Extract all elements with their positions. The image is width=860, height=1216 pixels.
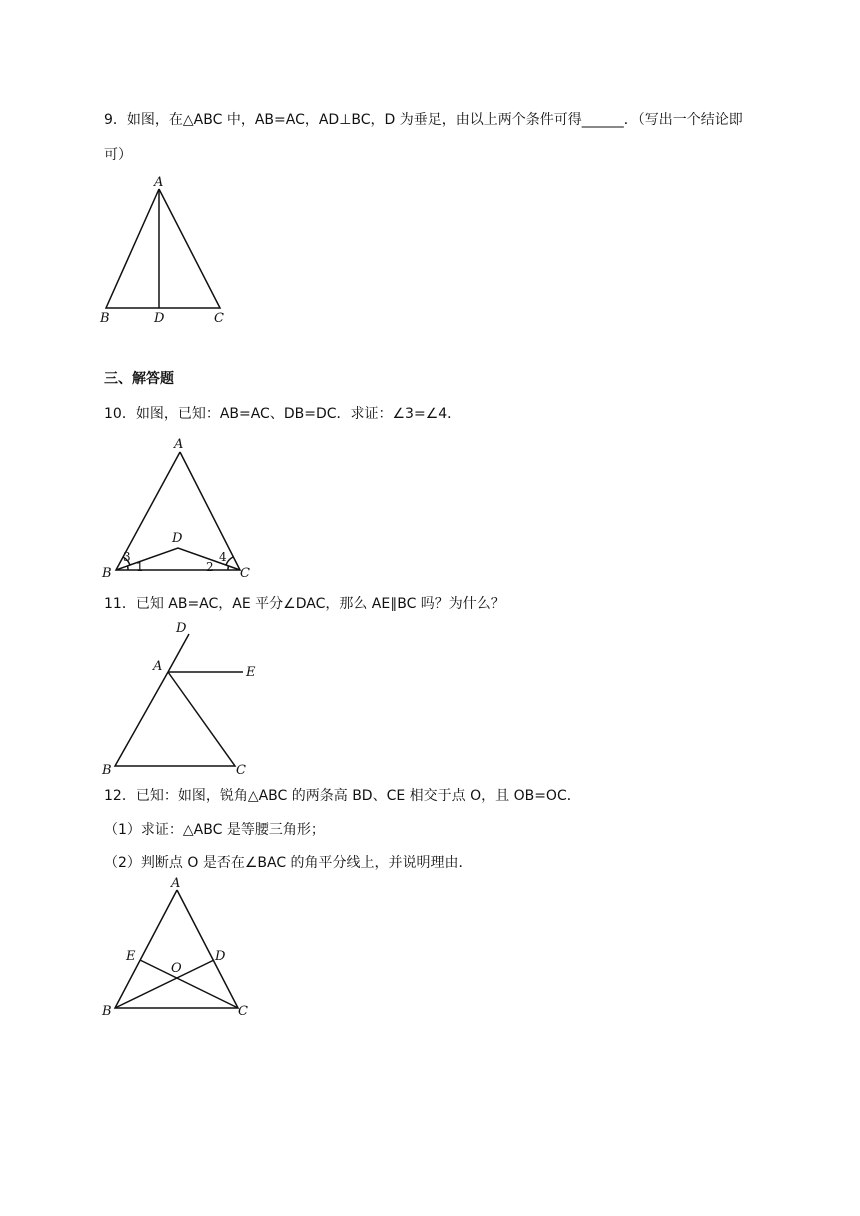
- q10-label-c: C: [240, 566, 250, 580]
- q9-text-line1: 9．如图，在△ABC 中，AB=AC，AD⊥BC，D 为垂足，由以上两个条件可得______．（写出一个结论即: [104, 112, 743, 128]
- q12-figure: [98, 874, 258, 1020]
- q12-altitude-bd: [115, 960, 214, 1008]
- q10-label-a: A: [174, 437, 184, 452]
- q12-label-o: O: [171, 961, 182, 976]
- q12-label-b: B: [102, 1004, 112, 1019]
- q10-label-angle-3: 3: [123, 550, 131, 564]
- q10-label-angle-4: 4: [219, 550, 227, 564]
- q12-label-e: E: [126, 949, 136, 964]
- q9-text-line2: 可）: [104, 147, 132, 163]
- q11-label-c: C: [236, 763, 246, 778]
- q12-part2: （2）判断点 O 是否在∠BAC 的角平分线上，并说明理由．: [104, 855, 473, 871]
- q12-altitude-ce: [140, 960, 238, 1008]
- q10-label-d: D: [172, 531, 183, 546]
- q12-text: 12．已知：如图，锐角△ABC 的两条高 BD、CE 相交于点 O，且 OB=OC．: [104, 788, 581, 804]
- q11-text: 11．已知 AB=AC，AE 平分∠DAC，那么 AE∥BC 吗？为什么？: [104, 596, 505, 612]
- q12-label-a: A: [171, 876, 181, 891]
- q11-line-ad-extension: [168, 634, 189, 672]
- q10-arc-angle-4: [226, 557, 233, 565]
- q9-figure: [96, 172, 236, 328]
- q9-triangle: [106, 189, 220, 308]
- q11-label-b: B: [102, 763, 112, 778]
- q11-label-d: D: [176, 621, 187, 636]
- q9-label-d: D: [154, 311, 165, 326]
- q10-label-angle-1: 1: [136, 560, 144, 574]
- q9-label-c: C: [214, 311, 224, 326]
- q10-figure: [98, 436, 258, 580]
- q12-part1: （1）求证：△ABC 是等腰三角形；: [104, 822, 325, 838]
- q12-label-c: C: [238, 1004, 248, 1019]
- q10-arc-angle-2: [228, 566, 229, 570]
- q10-text: 10．如图，已知：AB=AC、DB=DC．求证：∠3=∠4．: [104, 406, 462, 422]
- q10-label-b: B: [102, 566, 112, 580]
- q9-label-a: A: [154, 175, 164, 190]
- q11-figure: [98, 618, 266, 780]
- q10-label-angle-2: 2: [206, 560, 214, 574]
- q10-arc-angle-1: [128, 566, 129, 570]
- section-heading: 三、解答题: [104, 371, 174, 387]
- q9-label-b: B: [100, 311, 110, 326]
- q12-label-d: D: [215, 949, 226, 964]
- q11-triangle: [115, 672, 235, 766]
- q11-label-e: E: [246, 665, 256, 680]
- q11-label-a: A: [153, 659, 163, 674]
